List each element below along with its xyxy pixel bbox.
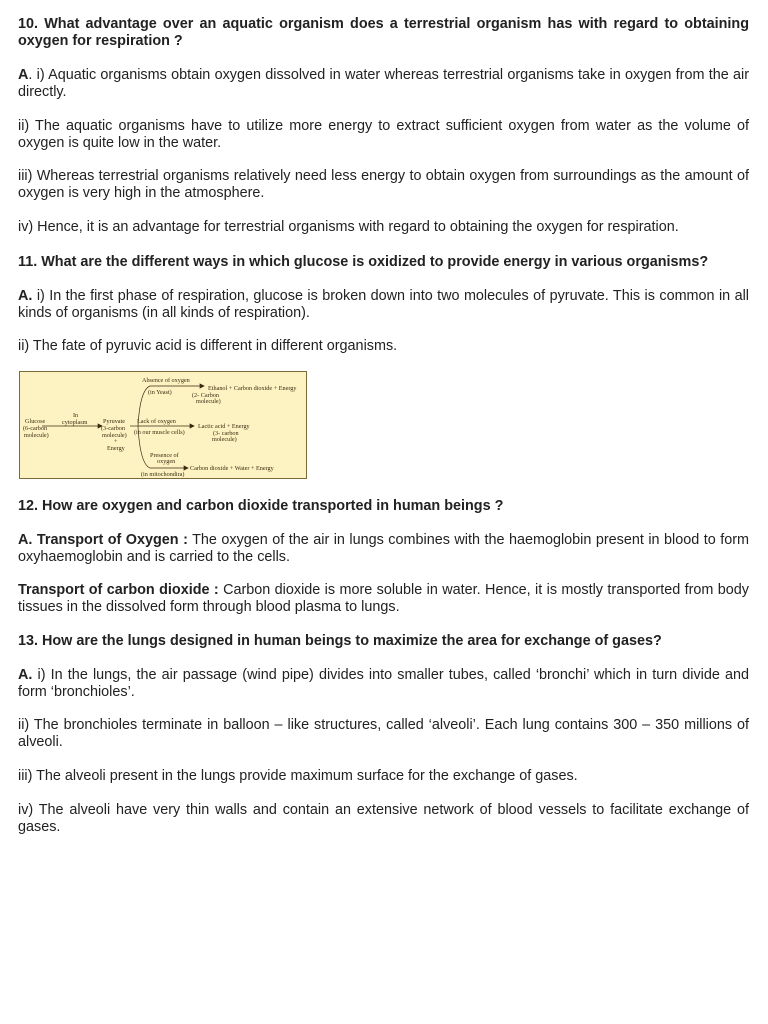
- absence-label: Absence of oxygen: [142, 377, 190, 384]
- answer-13-iii: iii) The alveoli present in the lungs provide maximum surface for the exchange of gases.: [18, 768, 578, 784]
- pyruvate-label-5: Energy: [107, 445, 125, 452]
- answer-11-ii: ii) The fate of pyruvic acid is different in different organisms.: [18, 338, 398, 354]
- respiration-pathways-diagram: [19, 371, 307, 479]
- answer-text: . i) Aquatic organisms obtain oxygen dissolved in water whereas terrestrial organisms take in oxygen from the air directly.: [18, 67, 749, 100]
- cytoplasm-label-2: cytoplasm: [62, 419, 88, 426]
- ethanol-sub-1: (2- Carbon: [192, 392, 219, 399]
- yeast-label: (in Yeast): [148, 389, 172, 396]
- muscle-label: (in our muscle cells): [134, 429, 185, 436]
- answer-prefix: A: [18, 67, 29, 83]
- glucose-label-2: (6-carbon: [23, 425, 48, 432]
- presence-label-1: Presence of: [150, 452, 179, 459]
- answer-text: Carbon dioxide is more soluble in water. Hence, it is mostly transported from body tissues in the dissolved form through blood plasma to lungs.: [18, 582, 749, 615]
- answer-13-i: [18, 667, 749, 701]
- question-11: 11. What are the different ways in which glucose is oxidized to provide energy in various organisms?: [18, 254, 709, 270]
- co2-water-label: Carbon dioxide + Water + Energy: [190, 465, 274, 472]
- answer-label: A. Transport of Oxygen :: [18, 532, 188, 548]
- answer-10-iii: iii) Whereas terrestrial organisms relatively need less energy to obtain oxygen from surroundings as the amount of oxygen is very high in the atmosphere.: [18, 168, 749, 201]
- answer-13-ii: ii) The bronchioles terminate in balloon – like structures, called ‘alveoli’. Each lung contains 300 – 350 millions of alveoli.: [18, 717, 749, 750]
- answer-10-i: [18, 67, 749, 101]
- cytoplasm-label-1: In: [73, 412, 79, 419]
- answer-text: i) In the first phase of respiration, glucose is broken down into two molecules of pyruvate. This is common in all kinds of organisms (in all kinds of respiration).: [18, 288, 749, 321]
- pyruvate-label-2: (3-carbon: [101, 425, 126, 432]
- answer-12-co2: [18, 582, 749, 616]
- answer-label: Transport of carbon dioxide :: [18, 582, 219, 598]
- question-13: 13. How are the lungs designed in human beings to maximize the area for exchange of gases?: [18, 633, 662, 649]
- pyruvate-label-4: +: [114, 438, 118, 445]
- answer-12-oxygen: [18, 532, 749, 566]
- mito-label: (in mitochondira): [141, 471, 185, 478]
- answer-prefix: A.: [18, 288, 33, 304]
- ethanol-sub-2: molecule): [196, 398, 221, 405]
- ethanol-label: Ethanol + Carbon dioxide + Energy: [208, 385, 297, 392]
- answer-text: The oxygen of the air in lungs combines with the haemoglobin present in blood to form oxyhaemoglobin and is carried to the cells.: [18, 532, 749, 565]
- glucose-label-3: molecule): [24, 432, 49, 439]
- answer-13-iv: iv) The alveoli have very thin walls and contain an extensive network of blood vessels to facilitate exchange of gases.: [18, 802, 749, 835]
- lactic-sub-1: (3- carbon: [213, 430, 239, 437]
- glucose-label-1: Glucose: [25, 418, 46, 425]
- answer-10-ii: ii) The aquatic organisms have to utilize more energy to extract sufficient oxygen from water as the volume of oxygen is quite low in the water.: [18, 118, 749, 151]
- question-10: 10. What advantage over an aquatic organism does a terrestrial organism has with regard to obtaining oxygen for respiration ?: [18, 16, 749, 49]
- diagram-svg: [20, 372, 308, 480]
- pyruvate-label-3: molecule): [102, 432, 127, 439]
- answer-10-iv: iv) Hence, it is an advantage for terrestrial organisms with regard to obtaining the oxygen for respiration.: [18, 219, 679, 235]
- question-12: 12. How are oxygen and carbon dioxide transported in human beings ?: [18, 498, 504, 514]
- answer-prefix: A.: [18, 667, 33, 683]
- lack-label: Lack of oxygen: [137, 418, 176, 425]
- lactic-label: Lactic acid + Energy: [198, 423, 250, 430]
- answer-text: i) In the lungs, the air passage (wind pipe) divides into smaller tubes, called ‘bronchi’ which in turn divide and form ‘bronchioles’.: [18, 667, 749, 700]
- lactic-sub-2: molecule): [212, 436, 237, 443]
- presence-label-2: oxygen: [157, 458, 176, 465]
- pyruvate-label-1: Pyruvate: [103, 418, 125, 425]
- answer-11-i: [18, 288, 749, 322]
